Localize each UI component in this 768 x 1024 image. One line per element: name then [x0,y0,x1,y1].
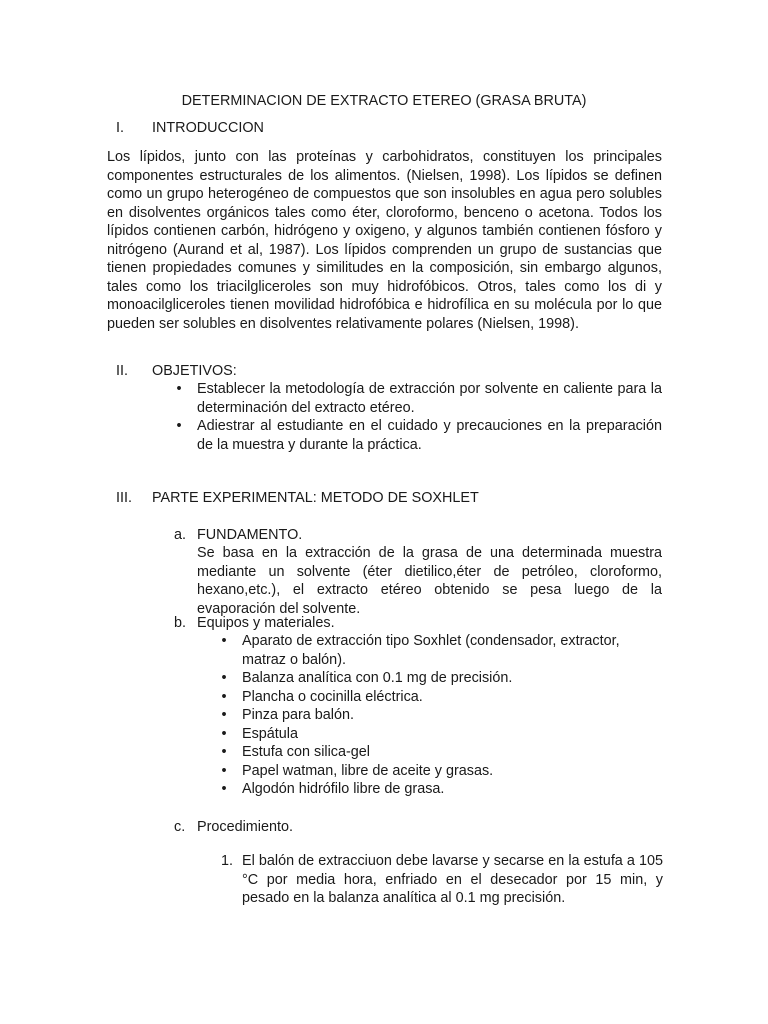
list-item [218,706,664,725]
list-item-text: Plancha o cocinilla eléctrica. [242,688,423,705]
list-item-text: Espátula [242,725,299,742]
list-item [218,743,664,762]
list-item [173,380,662,417]
list-item-text: Establecer la metodología de extracción por solvente en caliente para la determinación del extracto etéreo. [197,381,662,416]
list-item-text: Aparato de extracción tipo Soxhlet (condensador, extractor, matraz o balón). [242,633,620,668]
subsection-label: c. [174,819,186,835]
bullet-icon: • [221,688,227,705]
bullet-icon: • [221,707,227,723]
list-item-text: Pinza para balón. [242,707,355,723]
bullet-icon: • [221,670,227,686]
step-text: El balón de extracciuon debe lavarse y secarse en la estufa a 105 °C por media hora, enfriado en el desecador por 15 min, y pesado en la balanza analítica al 0.1 mg precisión. [242,853,663,906]
bullet-icon: • [221,781,227,797]
list-item-text: Balanza analítica con 0.1 mg de precisión. [242,670,513,686]
list-item [218,688,664,707]
list-item [218,669,664,688]
equipment-list [218,632,664,799]
list-item-text: Algodón hidrófilo libre de grasa. [242,781,445,797]
section-heading-parte-experimental: PARTE EXPERIMENTAL: METODO DE SOXHLET [152,490,479,506]
section-heading-objetivos: OBJETIVOS: [152,363,237,379]
section-heading-introduccion: INTRODUCCION [152,120,264,136]
objectives-list [173,380,662,454]
bullet-icon: • [221,744,227,760]
section-number: I. [116,120,124,136]
bullet-icon: • [176,381,182,397]
bullet-icon: • [221,633,227,649]
subsection-label: b. [174,615,187,631]
step-number: 1. [221,853,234,869]
section-number: III. [116,490,132,506]
document-title: DETERMINACION DE EXTRACTO ETEREO (GRASA BRUTA) [181,93,587,109]
section-number: II. [116,363,128,379]
list-item-text: Estufa con silica-gel [242,744,370,760]
list-item [218,780,664,799]
list-item-text: Papel watman, libre de aceite y grasas. [242,762,494,779]
fundamento-paragraph: Se basa en la extracción de la grasa de una determinada muestra mediante un solvente (éter dietilico,éter de petróleo, cloroformo, hexano,etc.), el extracto etéreo obtenido se pesa luego de la evaporación del solvente. [197,545,662,617]
subsection-label: a. [174,527,187,543]
list-item [218,632,664,669]
list-item [173,417,662,454]
subsection-heading-equipos: Equipos y materiales. [197,615,335,631]
list-item-text: Adiestrar al estudiante en el cuidado y precauciones en la preparación de la muestra y durante la práctica. [197,418,662,453]
bullet-icon: • [221,762,227,779]
introduction-paragraph: Los lípidos, junto con las proteínas y carbohidratos, constituyen los principales componentes estructurales de los alimentos. (Nielsen, 1998). Los lípidos se definen como un grupo heterogéneo de compuestos que son insolubles en agua pero solubles en disolventes orgánicos tales como éter, cloroformo, benceno o acetona. Todos los lípidos contienen carbón, hidrógeno y oxigeno, y algunos también contienen fósforo y nitrógeno (Aurand et al, 1987). Los lípidos comprenden un grupo de sustancias que tienen propiedades comunes y similitudes en la composición, sin embargo algunos, tales como los triacilgliceroles son muy hidrofóbicos. Otros, tales como los di y monoacilgliceroles tienen movilidad hidrofóbica e hidrofílica en su molécula por lo que pueden ser solubles en disolventes relativamente polares (Nielsen, 1998). [107,149,662,332]
bullet-icon: • [221,725,227,742]
list-item [218,725,664,744]
list-item [218,762,664,781]
subsection-heading-fundamento: FUNDAMENTO. [197,527,303,543]
bullet-icon: • [176,418,182,434]
subsection-heading-procedimiento: Procedimiento. [197,819,293,835]
